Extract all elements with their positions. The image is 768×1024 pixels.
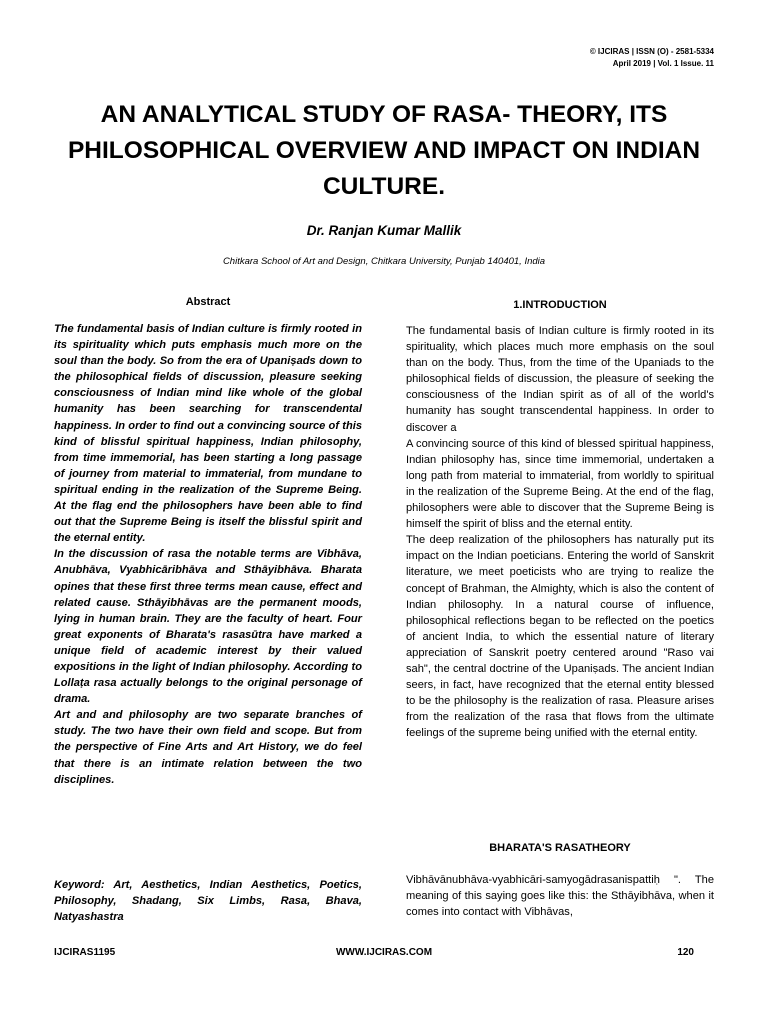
journal-header [590, 46, 714, 70]
title-line-2: PHILOSOPHICAL OVERVIEW AND IMPACT ON INDIAN [67, 137, 701, 164]
abstract-paragraph-2: In the discussion of rasa the notable terms are Vibhāva, Anubhāva, Vyabhicāribhāva and Sthāyibhāva. Bharata opines that these first three terms mean cause, effect and related cause. Sthāyibhāvas are the permanent moods, lying in human brain. They are the faculty of heart. Four great exponents of Bharata's rasasūtra have marked a unique field of academic interest by their valued expositions in the light of Indian philosophy. According to Lollaṭa rasa actually belongs to the original personage of drama. [54, 548, 362, 706]
author-name: Dr. Ranjan Kumar Mallik [306, 223, 462, 238]
introduction-paragraph-2: A convincing source of this kind of blessed spiritual happiness, Indian philosophy has, since time immemorial, undertaken a long path from material to immaterial, from worldly to spiritual in the realization of the Supreme Being. At the end of the flag, philosophers were able to discover that the Supreme Being is himself the spirit of bliss and the eternal entity. [406, 437, 714, 531]
abstract-heading: Abstract [185, 296, 231, 308]
paper-title [40, 97, 728, 205]
introduction-column [406, 299, 714, 741]
title-line-1: AN ANALYTICAL STUDY OF RASA- THEORY, ITS [100, 101, 668, 128]
abstract-paragraph-3: Art and and philosophy are two separate branches of study. The two have their own field and scope. But from the perspective of Fine Arts and Art History, we do feel that there is an intimate relation between the two disciplines. [54, 709, 362, 786]
footer-website: WWW.IJCIRAS.COM [335, 947, 433, 958]
introduction-heading: 1.INTRODUCTION [513, 299, 607, 311]
author-affiliation: Chitkara School of Art and Design, Chitkara University, Punjab 140401, India [222, 256, 546, 267]
page-number: 120 [677, 947, 694, 958]
bharata-section [406, 842, 714, 920]
abstract-column [54, 296, 362, 788]
issn-line: © IJCIRAS | ISSN (O) - 2581-5334 [589, 47, 714, 56]
introduction-paragraph-3: The deep realization of the philosophers has naturally put its impact on the Indian poeticians. Entering the world of Sanskrit literature, we meet poeticists who are trying to realize the concept of Brahman, the Almighty, which is also the content of Indian philosophy. In a natural course of influence, philosophical reflections began to be reflected on the poetics of ancient India, to which the essential nature of literary appreciation of Sanskrit poetry centered around "Raso vai sah", the central doctrine of the Upaniṣads. The ancient Indian seers, in fact, have recognized that the eternal entity blessed to be the philosophy is the realization of rasa. Pleasure arises from the realization of the rasa that flows from the ultimate feelings of the supreme being unified with the eternal entity. [406, 534, 714, 740]
keywords-block [54, 877, 362, 925]
abstract-paragraph-1: The fundamental basis of Indian culture is firmly rooted in its spirituality which puts emphasis much more on the soul than the body. So from the era of Upaniṣads down to the philosophical fields of discussion, pleasure seeking consciousness of Indian mind like whole of the global humanity has been searching for transcendental happiness. In order to find out a convincing source of this kind of blissful spiritual happiness, Indian philosophy, from time immemorial, has been starting a long passage of journey from material to immaterial, from mundane to spiritual ending in the realization of the Supreme Being. At the flag end the philosophers have been able to find out that the Supreme Being is itself the blissful spirit and the eternal entity. [54, 323, 362, 545]
keywords: Keyword: Art, Aesthetics, Indian Aesthetics, Poetics, Philosophy, Shadang, Six Limbs, Rasa, Bhava, Natyashastra [54, 879, 362, 924]
bharata-paragraph: Vibhāvānubhāva-vyabhicāri-samyogādrasanispattiḥ ". The meaning of this saying goes like this: the Sthāyibhāva, when it comes into contact with Vibhāvas, [406, 874, 714, 919]
title-line-3: CULTURE. [322, 173, 446, 200]
footer-article-id: IJCIRAS1195 [54, 947, 116, 958]
issue-line: April 2019 | Vol. 1 Issue. 11 [612, 59, 714, 68]
bharata-heading: BHARATA'S RASATHEORY [489, 842, 631, 854]
introduction-paragraph-1: The fundamental basis of Indian culture is firmly rooted in its spirituality, which places much more emphasis on the soul than on the body. Thus, from the time of the Upaniads to the philosophical fields of discussion, the pleasure of seeking the consciousness of the Indian spirit as of all of the world's humanity has sought transcendental happiness. In order to discover a [406, 325, 714, 434]
